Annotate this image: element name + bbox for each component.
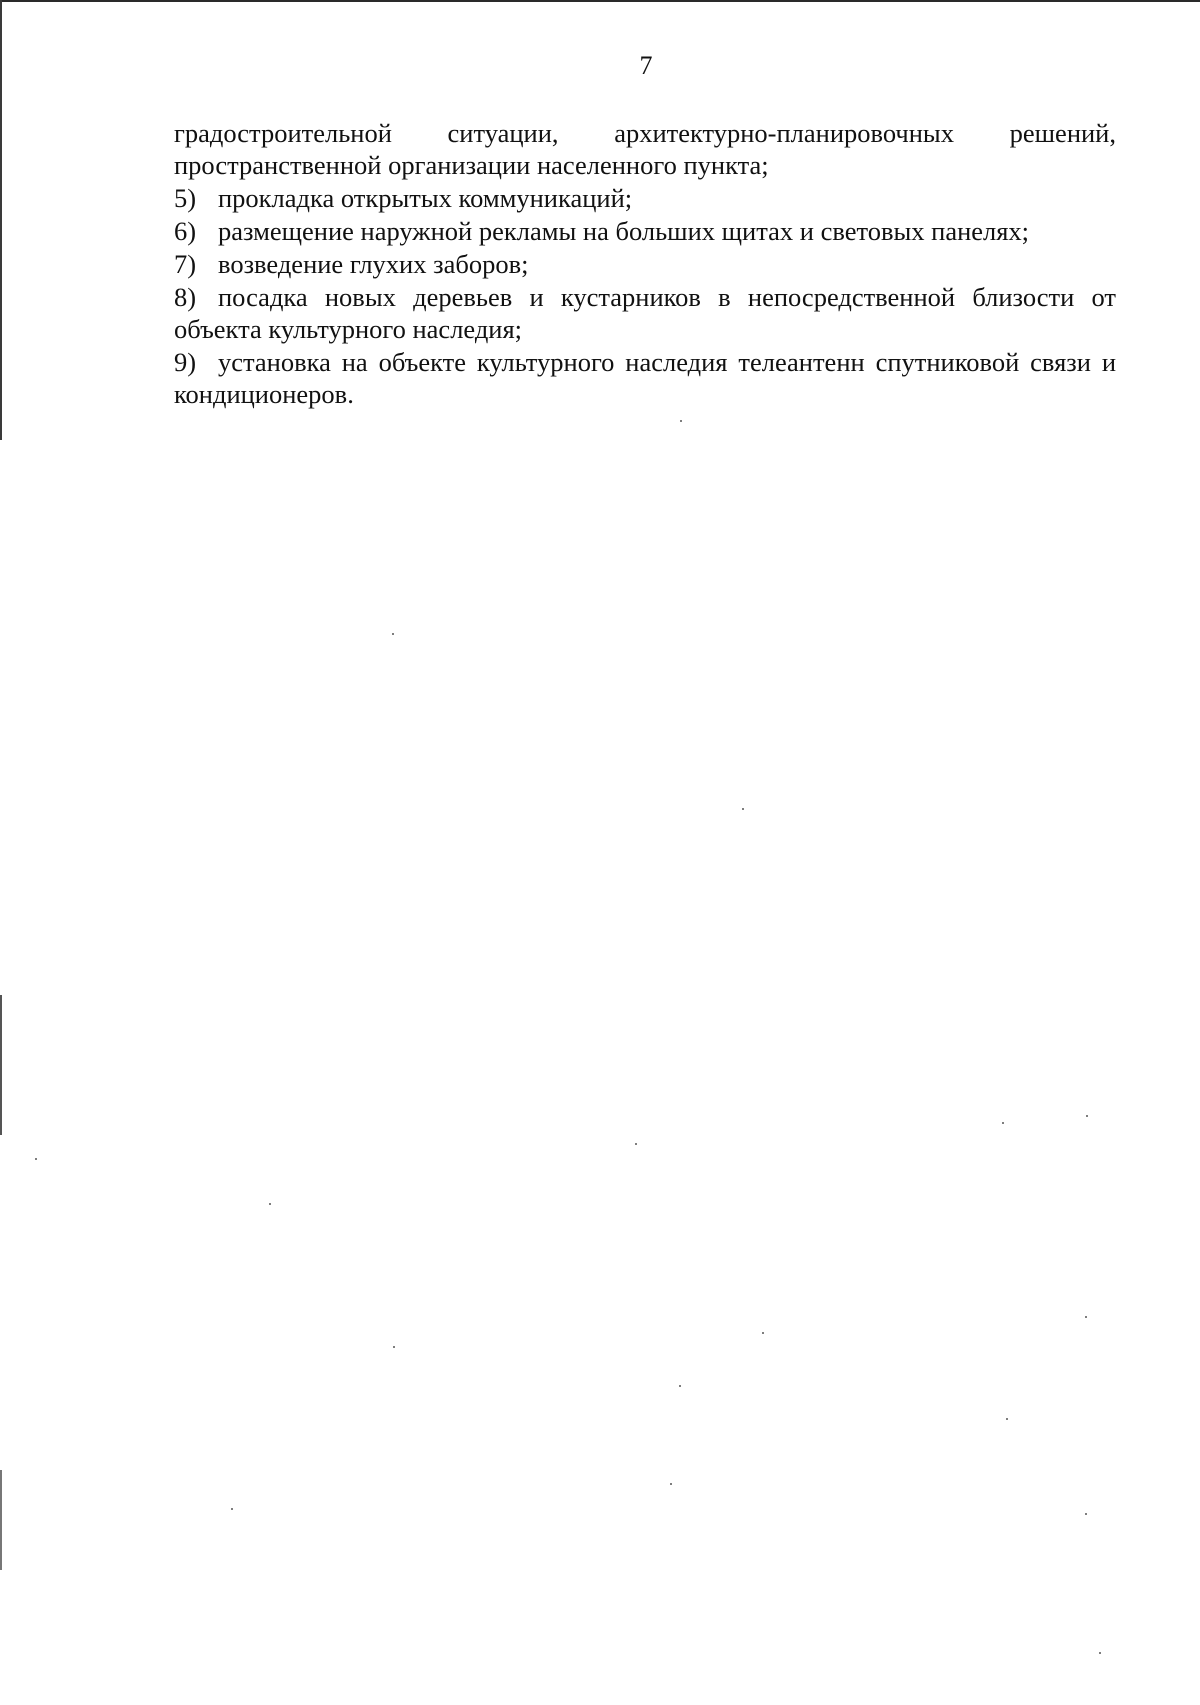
list-item-number: 7) bbox=[174, 248, 197, 279]
scan-speck bbox=[1099, 1652, 1101, 1654]
list-item-text: посадка новых деревьев и кустарников в непосредственной близости от объекта культурного наследия; bbox=[174, 281, 1116, 344]
scan-speck bbox=[635, 1143, 637, 1145]
intro-line-2 bbox=[174, 149, 1116, 181]
intro-line-2-text: пространственной организации населенного пункта; bbox=[174, 150, 769, 180]
scan-speck bbox=[680, 420, 682, 422]
scan-speck bbox=[742, 808, 744, 810]
scan-speck bbox=[35, 1158, 37, 1160]
list-item-6 bbox=[174, 214, 1116, 247]
list-item-9 bbox=[174, 345, 1116, 410]
scan-edge-left-bottom bbox=[0, 1470, 2, 1570]
scan-speck bbox=[393, 1346, 395, 1348]
scan-speck bbox=[670, 1483, 672, 1485]
list-item-7 bbox=[174, 247, 1116, 280]
list-item-text: возведение глухих заборов; bbox=[218, 248, 529, 279]
scan-speck bbox=[231, 1508, 233, 1510]
document-body bbox=[174, 117, 1116, 410]
list-item-number: 8) bbox=[174, 281, 197, 312]
list-item-number: 9) bbox=[174, 346, 197, 377]
scan-speck bbox=[1002, 1122, 1004, 1124]
scan-edge-left-lower bbox=[0, 995, 2, 1135]
scan-speck bbox=[1085, 1513, 1087, 1515]
list-item-number: 6) bbox=[174, 215, 197, 246]
list-item-number: 5) bbox=[174, 182, 197, 213]
scan-speck bbox=[1085, 1316, 1087, 1318]
list-item-5 bbox=[174, 181, 1116, 214]
scan-edge-top bbox=[0, 0, 1200, 2]
scan-speck bbox=[1086, 1115, 1088, 1117]
scan-speck bbox=[762, 1332, 764, 1334]
list-item-text: установка на объекте культурного наследия телеантенн спутниковой связи и кондиционеров. bbox=[174, 346, 1116, 409]
page-number: 7 bbox=[639, 51, 653, 80]
scan-speck bbox=[679, 1385, 681, 1387]
scan-speck bbox=[392, 633, 394, 635]
intro-line-1-text: градостроительной ситуации, архитектурно-планировочных решений, bbox=[174, 118, 1116, 148]
list-item-text: прокладка открытых коммуникаций; bbox=[218, 182, 633, 213]
scan-speck bbox=[269, 1203, 271, 1205]
list-item-8 bbox=[174, 280, 1116, 345]
scan-speck bbox=[1006, 1418, 1008, 1420]
intro-line-1 bbox=[174, 117, 1116, 149]
list-item-text: размещение наружной рекламы на больших щитах и световых панелях; bbox=[218, 215, 1030, 246]
